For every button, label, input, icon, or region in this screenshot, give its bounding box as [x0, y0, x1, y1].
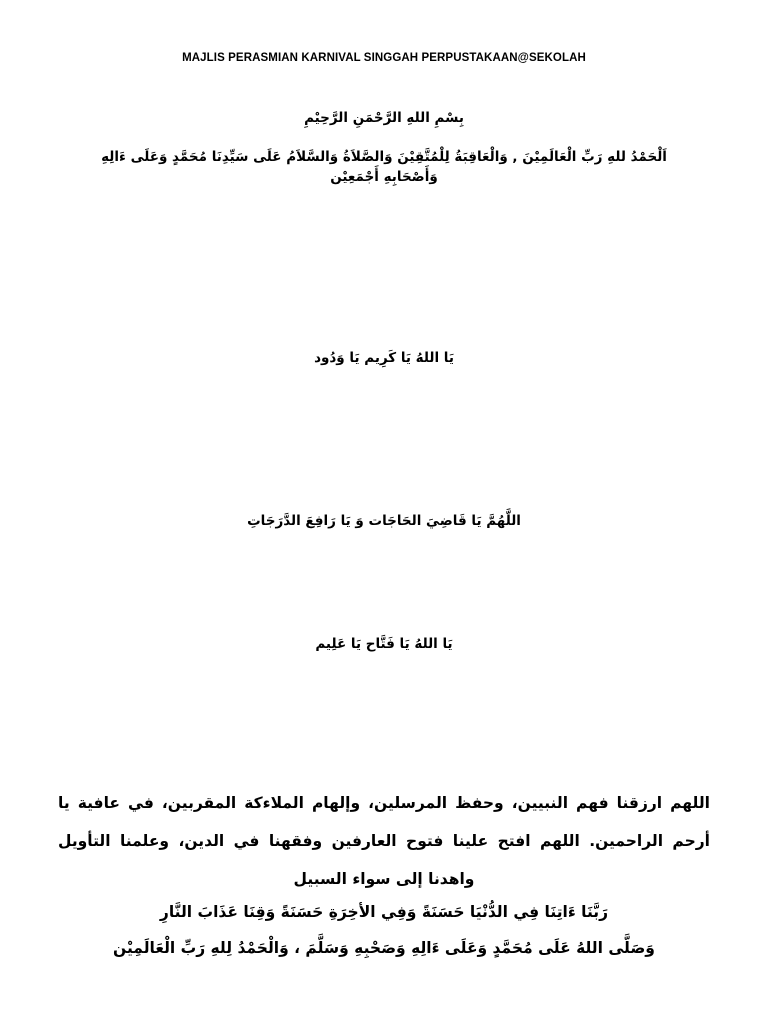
prayer-paragraph: اللهم ارزقنا فهم النبيين، وحفظ المرسلين، وإلهام الملاءكة المقربين، في عافية يا أرحم الراحمين. اللهم افتح علينا فتوح العارفين وفقهنا في الدين، وعلمنا التأويل واهدنا إلى سواء السبيل: [58, 794, 710, 888]
invocation-qadhi-hajat: اللَّهُمَّ يَا قَاضِيَ الحَاجَات وَ يَا رَافِعَ الدَّرَجَاتِ: [247, 513, 521, 529]
invocation-fattah-alim: يَا اللهُ يَا فَتَّاح يَا عَلِيم: [315, 636, 453, 652]
closing-prayer-line-2: وَصَلَّى اللهُ عَلَى مُحَمَّدٍ وَعَلَى ءَالِهِ وَصَحْبِهِ وَسَلَّمَ ، وَالْحَمْدُ لِلهِ رَبِّ الْعَالَمِيْن: [113, 939, 655, 957]
closing-prayer-line-1: رَبَّنَا ءَاتِنَا فِي الدُّنْيَا حَسَنَةً وَفِي الأخِرَةِ حَسَنَةً وَقِنَا عَذَابَ النَّارِ: [159, 903, 609, 921]
document-title: MAJLIS PERASMIAN KARNIVAL SINGGAH PERPUSTAKAAN@SEKOLAH: [182, 52, 586, 64]
opening-praise-line-1: اَلْحَمْدُ للهِ رَبِّ الْعَالَمِيْنَ , وَالْعَاقِبَةُ لِلْمُتَّقِيْنَ وَالصَّلاَةُ وَالسَّلاَمُ عَلَى سَيِّدِنَا مُحَمَّدٍ وَعَلَى ءَالِهِ: [101, 149, 667, 165]
opening-praise-line-2: وَأَصْحَابِهِ أَجْمَعِيْن: [330, 169, 438, 185]
basmalah: بِسْمِ اللهِ الرَّحْمَنِ الرَّحِيْمِ: [304, 110, 464, 126]
invocation-karim-wadud: يَا اللهُ يَا كَرِيم يَا وَدُود: [314, 350, 454, 366]
